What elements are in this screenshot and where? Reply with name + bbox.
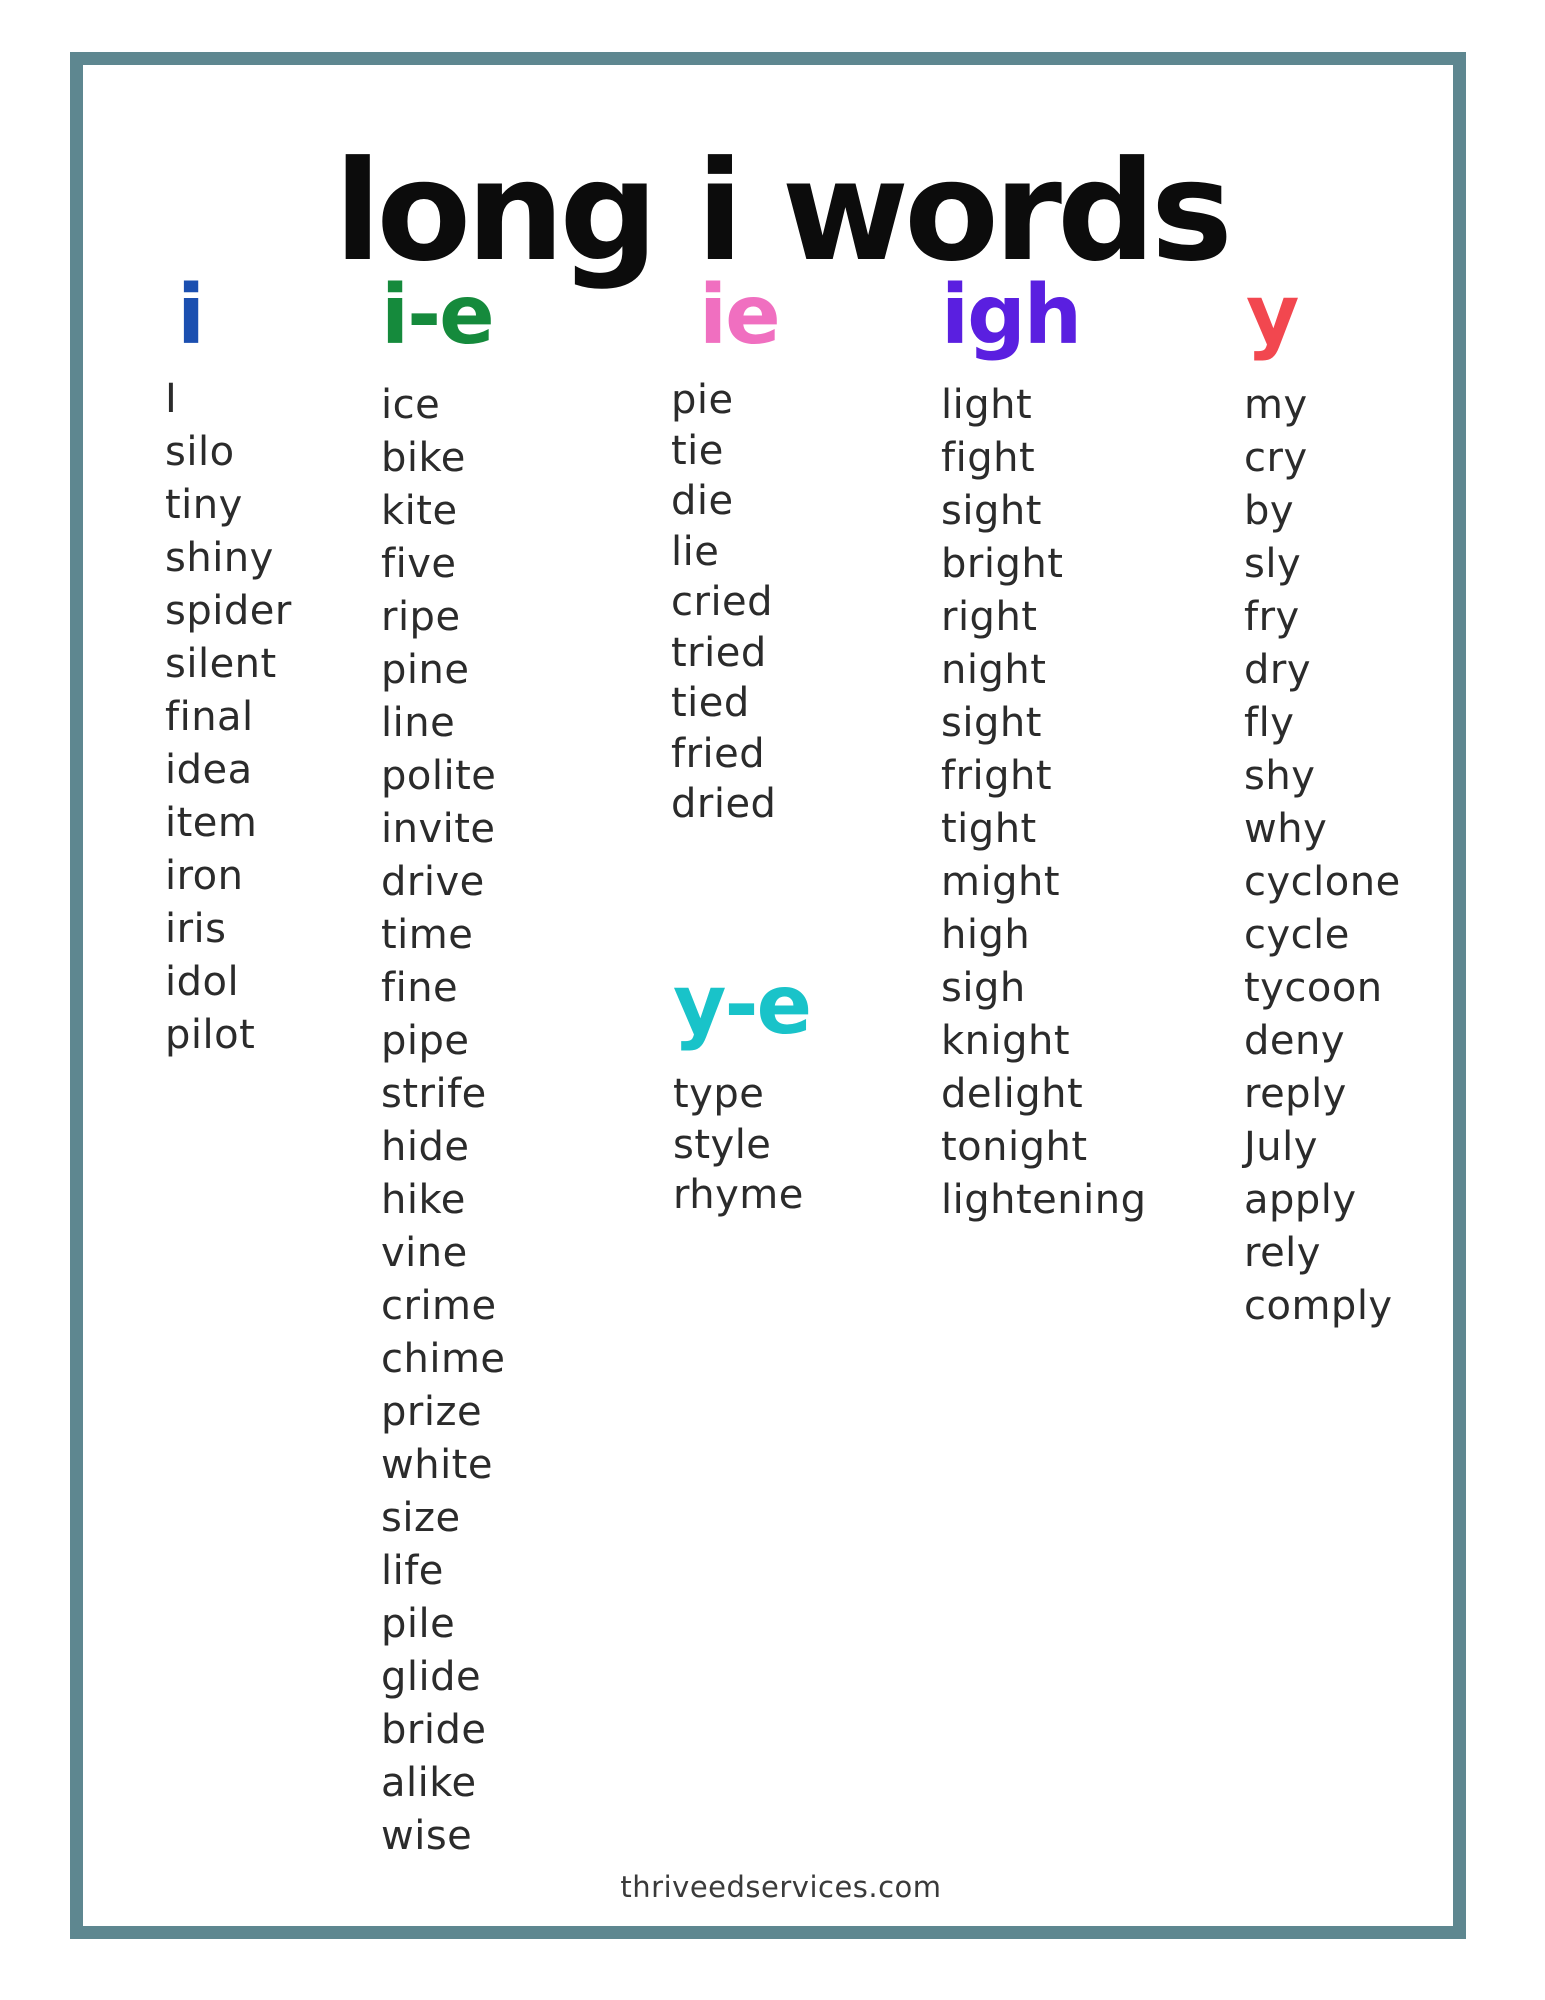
word-item: chime [381, 1336, 506, 1382]
word-item: apply [1244, 1177, 1357, 1223]
column-heading-igh: igh [941, 268, 1081, 363]
word-item: item [165, 800, 258, 846]
word-item: knight [941, 1018, 1071, 1064]
word-item: life [381, 1548, 444, 1594]
word-item: cried [671, 579, 774, 625]
word-item: five [381, 541, 457, 587]
word-item: fly [1244, 700, 1295, 746]
word-item: tie [671, 427, 724, 474]
word-item: drive [381, 859, 485, 905]
word-item: dry [1244, 647, 1312, 693]
word-item: I [165, 376, 178, 422]
word-item: shy [1244, 753, 1316, 799]
word-item: iris [165, 906, 227, 952]
word-item: light [941, 382, 1033, 428]
word-item: sight [941, 488, 1042, 534]
word-list-i-e [381, 379, 506, 1863]
word-item: white [381, 1442, 493, 1488]
word-item: time [381, 912, 474, 958]
word-item: July [1244, 1124, 1318, 1170]
word-item: silent [165, 641, 277, 687]
word-item: dried [671, 781, 777, 827]
word-item: fry [1244, 594, 1300, 640]
column-y-e [673, 958, 811, 1221]
word-item: rhyme [673, 1172, 804, 1218]
word-item: fright [941, 753, 1053, 799]
worksheet-frame [70, 52, 1466, 1939]
column-i-e [381, 268, 506, 1863]
word-item: lightening [941, 1177, 1147, 1223]
word-item: cry [1244, 435, 1308, 481]
word-item: deny [1244, 1018, 1346, 1064]
word-item: style [673, 1121, 772, 1168]
word-item: tied [671, 680, 750, 726]
word-item: pine [381, 647, 470, 693]
word-list-i [165, 373, 292, 1062]
word-item: ripe [381, 594, 461, 640]
word-item: pie [671, 377, 734, 423]
word-item: reply [1244, 1071, 1347, 1117]
word-item: pipe [381, 1018, 470, 1064]
word-item: final [165, 694, 254, 740]
word-item: lie [671, 528, 720, 575]
word-item: right [941, 594, 1038, 640]
word-item: shiny [165, 535, 274, 581]
word-item: prize [381, 1389, 483, 1435]
column-i [165, 268, 292, 1062]
word-item: cyclone [1244, 859, 1401, 905]
footer-website: thriveedservices.com [620, 1870, 942, 1904]
column-ie [671, 268, 779, 830]
word-list-igh [941, 379, 1146, 1227]
word-item: fried [671, 730, 766, 777]
word-list-ie [671, 375, 779, 830]
word-item: type [673, 1071, 765, 1117]
page-title: long i words [334, 131, 1228, 292]
word-item: iron [165, 853, 244, 899]
word-item: my [1244, 382, 1308, 428]
word-item: fine [381, 965, 459, 1011]
word-item: polite [381, 753, 497, 799]
word-list-y-e [673, 1069, 810, 1221]
word-item: night [941, 647, 1047, 693]
word-item: line [381, 700, 456, 746]
word-item: rely [1244, 1230, 1321, 1276]
column-heading-ie: ie [699, 268, 779, 363]
word-item: sight [941, 700, 1042, 746]
word-item: idol [165, 959, 240, 1005]
column-heading-y-e: y-e [673, 958, 811, 1053]
word-item: by [1244, 488, 1295, 534]
column-heading-i: i [177, 268, 204, 363]
word-item: size [381, 1495, 461, 1541]
word-item: tried [671, 629, 767, 676]
word-item: high [941, 912, 1031, 958]
word-item: hike [381, 1177, 466, 1223]
word-item: sly [1244, 541, 1302, 587]
word-item: tonight [941, 1124, 1088, 1170]
word-item: delight [941, 1071, 1084, 1117]
word-item: sigh [941, 965, 1026, 1011]
word-list-y [1244, 379, 1401, 1333]
word-item: cycle [1244, 912, 1350, 958]
word-item: kite [381, 488, 458, 534]
word-item: strife [381, 1071, 487, 1117]
word-item: tiny [165, 482, 243, 528]
word-item: invite [381, 806, 496, 852]
word-item: pilot [165, 1012, 256, 1058]
word-item: silo [165, 429, 235, 475]
word-item: comply [1244, 1283, 1393, 1329]
word-item: vine [381, 1230, 468, 1276]
word-item: tight [941, 806, 1037, 852]
column-heading-y: y [1246, 268, 1298, 363]
word-item: tycoon [1244, 965, 1383, 1011]
word-item: bride [381, 1707, 487, 1753]
column-igh [941, 268, 1147, 1227]
word-item: hide [381, 1124, 470, 1170]
column-heading-i-e: i-e [381, 268, 493, 363]
word-item: die [671, 478, 734, 524]
word-item: ice [381, 382, 441, 428]
word-item: bright [941, 541, 1064, 587]
word-item: idea [165, 747, 253, 793]
column-y [1244, 268, 1401, 1333]
word-item: might [941, 859, 1061, 905]
word-item: why [1244, 806, 1328, 852]
word-item: pile [381, 1601, 456, 1647]
word-item: crime [381, 1283, 497, 1329]
word-item: fight [941, 435, 1036, 481]
word-item: spider [165, 588, 292, 634]
word-item: glide [381, 1654, 482, 1700]
word-item: bike [381, 435, 466, 481]
word-item: alike [381, 1760, 477, 1806]
word-item: wise [381, 1813, 473, 1859]
